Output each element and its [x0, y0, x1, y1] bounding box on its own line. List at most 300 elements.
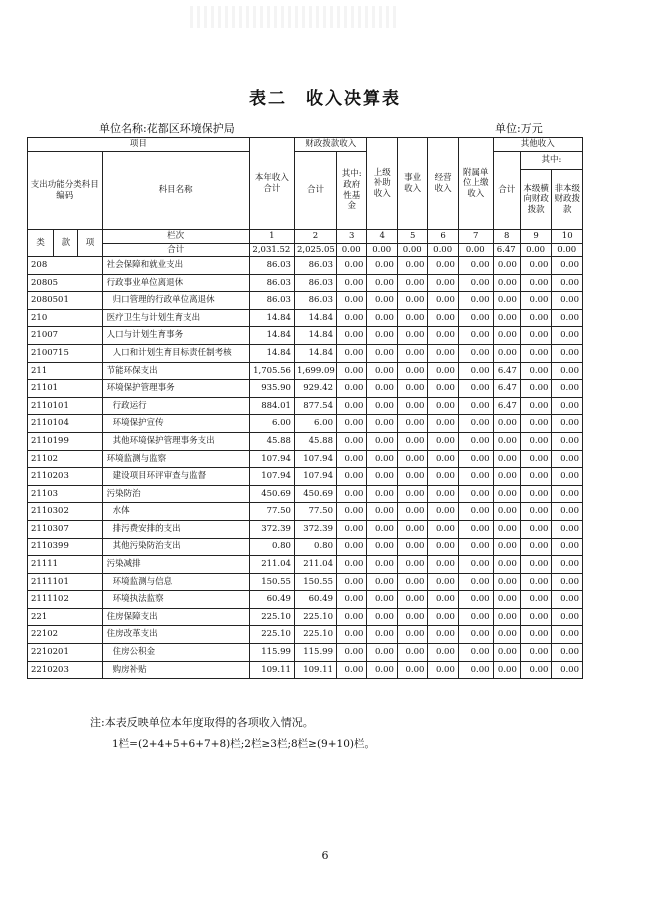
table-row [28, 468, 583, 486]
row-value: 107.94 [294, 450, 336, 468]
row-value: 0.00 [458, 591, 493, 609]
row-value: 0.00 [458, 644, 493, 662]
row-value: 0.00 [520, 274, 552, 292]
row-value: 0.00 [493, 556, 520, 574]
row-value: 0.00 [428, 661, 458, 679]
row-value: 0.00 [367, 644, 397, 662]
row-value: 0.00 [552, 292, 583, 310]
row-value: 0.00 [397, 344, 427, 362]
col-num: 10 [552, 230, 583, 244]
table-row [28, 644, 583, 662]
row-value: 0.00 [493, 644, 520, 662]
row-value: 0.00 [367, 380, 397, 398]
row-value: 0.00 [458, 468, 493, 486]
col-num: 8 [493, 230, 520, 244]
row-value: 0.00 [336, 397, 366, 415]
row-value: 0.00 [493, 661, 520, 679]
page-title: 表二 收入决算表 [249, 89, 401, 109]
table-row [28, 626, 583, 644]
row-value: 0.00 [397, 415, 427, 433]
row-value: 0.00 [336, 292, 366, 310]
row-value: 372.39 [294, 520, 336, 538]
row-value: 0.00 [520, 292, 552, 310]
row-value: 0.00 [397, 432, 427, 450]
row-value: 0.00 [520, 485, 552, 503]
note-line-2: 1栏=(2+4+5+6+7+8)栏;2栏≥3栏;8栏≥(9+10)栏。 [112, 738, 375, 750]
row-value: 0.00 [458, 380, 493, 398]
row-value: 107.94 [249, 468, 294, 486]
header-affiliated: 附属单位上缴收入 [458, 138, 493, 230]
row-value: 225.10 [294, 626, 336, 644]
row-code: 2210203 [28, 661, 103, 679]
row-value: 0.00 [367, 450, 397, 468]
row-value: 0.00 [493, 468, 520, 486]
row-value: 0.00 [428, 485, 458, 503]
row-value: 0.00 [367, 661, 397, 679]
header-col-label: 栏次 [102, 230, 249, 244]
row-value: 86.03 [294, 274, 336, 292]
row-value: 0.00 [397, 644, 427, 662]
header-other-nonfiscal: 非本级财政拨款 [552, 170, 583, 230]
row-value: 0.00 [428, 644, 458, 662]
row-name: 住房保障支出 [102, 608, 249, 626]
col-num: 7 [458, 230, 493, 244]
total-value: 0.00 [336, 244, 366, 257]
scan-smudge [190, 6, 400, 28]
row-name: 建设项目环评审查与监督 [102, 468, 249, 486]
row-value: 0.00 [458, 344, 493, 362]
row-value: 0.00 [428, 344, 458, 362]
row-value: 0.00 [428, 468, 458, 486]
header-xiang: 项 [78, 230, 102, 257]
row-value: 0.00 [552, 344, 583, 362]
row-name: 环境执法监察 [102, 591, 249, 609]
row-value: 150.55 [249, 573, 294, 591]
header-subject-name: 科目名称 [102, 152, 249, 230]
row-code: 2210201 [28, 644, 103, 662]
row-value: 0.00 [458, 274, 493, 292]
row-value: 0.00 [336, 573, 366, 591]
row-value: 0.00 [367, 344, 397, 362]
table-row [28, 661, 583, 679]
row-value: 0.00 [493, 608, 520, 626]
row-value: 107.94 [249, 450, 294, 468]
row-value: 0.00 [458, 520, 493, 538]
header-other-horizontal: 本级横向财政拨款 [520, 170, 552, 230]
row-value: 0.00 [493, 344, 520, 362]
row-code: 2110101 [28, 397, 103, 415]
row-value: 0.00 [520, 538, 552, 556]
row-code: 2110199 [28, 432, 103, 450]
row-value: 77.50 [294, 503, 336, 521]
row-value: 0.00 [552, 608, 583, 626]
table-row [28, 292, 583, 310]
row-value: 0.00 [336, 626, 366, 644]
header-other-total: 合计 [493, 152, 520, 230]
header-fiscal: 财政拨款收入 [294, 138, 367, 152]
row-value: 14.84 [294, 327, 336, 345]
row-name: 住房改革支出 [102, 626, 249, 644]
table-row [28, 380, 583, 398]
row-value: 0.00 [428, 309, 458, 327]
income-table [27, 137, 583, 679]
row-value: 0.00 [493, 538, 520, 556]
row-value: 14.84 [249, 344, 294, 362]
row-value: 0.00 [458, 327, 493, 345]
row-value: 0.80 [294, 538, 336, 556]
row-value: 0.00 [367, 257, 397, 275]
table-row [28, 432, 583, 450]
row-code: 2080501 [28, 292, 103, 310]
row-value: 0.00 [458, 661, 493, 679]
row-value: 0.00 [367, 397, 397, 415]
row-value: 0.00 [397, 591, 427, 609]
row-value: 14.84 [249, 327, 294, 345]
total-value: 0.00 [428, 244, 458, 257]
row-code: 22102 [28, 626, 103, 644]
row-value: 225.10 [249, 626, 294, 644]
row-value: 0.00 [493, 450, 520, 468]
row-name: 购房补贴 [102, 661, 249, 679]
row-value: 0.00 [520, 344, 552, 362]
row-code: 2100715 [28, 344, 103, 362]
row-value: 6.47 [493, 397, 520, 415]
row-value: 0.00 [520, 380, 552, 398]
table-row [28, 485, 583, 503]
row-value: 109.11 [294, 661, 336, 679]
total-value: 6.47 [493, 244, 520, 257]
table-row [28, 274, 583, 292]
row-code: 2111101 [28, 573, 103, 591]
row-value: 0.00 [552, 626, 583, 644]
row-value: 45.88 [294, 432, 336, 450]
row-value: 0.00 [367, 556, 397, 574]
row-value: 0.00 [552, 397, 583, 415]
row-name: 人口与计划生育事务 [102, 327, 249, 345]
table-row [28, 344, 583, 362]
row-code: 21103 [28, 485, 103, 503]
row-name: 环境保护宣传 [102, 415, 249, 433]
note-line-1: 注:本表反映单位本年度取得的各项收入情况。 [90, 716, 314, 729]
row-value: 0.00 [552, 257, 583, 275]
row-value: 0.00 [397, 503, 427, 521]
header-lei: 类 [28, 230, 54, 257]
row-value: 0.00 [493, 626, 520, 644]
row-value: 0.00 [367, 468, 397, 486]
total-value: 2,031.52 [249, 244, 294, 257]
total-value: 2,025.05 [294, 244, 336, 257]
row-value: 86.03 [249, 274, 294, 292]
row-value: 0.00 [520, 573, 552, 591]
table-row [28, 327, 583, 345]
row-value: 0.00 [520, 520, 552, 538]
row-name: 环境监测与信息 [102, 573, 249, 591]
row-value: 0.00 [367, 292, 397, 310]
header-project: 项目 [28, 138, 250, 152]
row-value: 0.00 [493, 292, 520, 310]
row-value: 0.00 [367, 415, 397, 433]
row-value: 6.47 [493, 362, 520, 380]
row-code: 2110302 [28, 503, 103, 521]
row-value: 0.00 [458, 362, 493, 380]
row-value: 0.00 [397, 468, 427, 486]
row-value: 0.00 [428, 556, 458, 574]
row-value: 0.00 [520, 397, 552, 415]
row-value: 0.00 [493, 520, 520, 538]
row-name: 其他环境保护管理事务支出 [102, 432, 249, 450]
row-value: 0.80 [249, 538, 294, 556]
table-row [28, 362, 583, 380]
row-value: 0.00 [336, 344, 366, 362]
row-value: 86.03 [249, 257, 294, 275]
header-other: 其他收入 [493, 138, 582, 152]
row-value: 0.00 [428, 274, 458, 292]
row-name: 其他污染防治支出 [102, 538, 249, 556]
table-row [28, 415, 583, 433]
row-value: 0.00 [397, 380, 427, 398]
row-value: 0.00 [367, 538, 397, 556]
row-value: 0.00 [336, 432, 366, 450]
row-value: 0.00 [458, 608, 493, 626]
row-value: 0.00 [552, 450, 583, 468]
header-total-income: 本年收入合计 [249, 138, 294, 230]
row-value: 0.00 [367, 503, 397, 521]
table-row [28, 450, 583, 468]
row-value: 0.00 [336, 415, 366, 433]
row-value: 0.00 [520, 327, 552, 345]
row-value: 0.00 [428, 573, 458, 591]
row-name: 污染防治 [102, 485, 249, 503]
row-value: 0.00 [367, 432, 397, 450]
row-value: 0.00 [428, 450, 458, 468]
row-value: 0.00 [493, 257, 520, 275]
header-fiscal-total: 合计 [294, 152, 336, 230]
unit-label: 单位:万元 [495, 122, 543, 135]
page-number: 6 [321, 849, 329, 862]
row-name: 行政事业单位离退休 [102, 274, 249, 292]
header-operating: 经营收入 [428, 138, 458, 230]
row-value: 0.00 [428, 415, 458, 433]
row-value: 0.00 [397, 292, 427, 310]
row-value: 86.03 [294, 257, 336, 275]
row-value: 14.84 [294, 309, 336, 327]
row-value: 0.00 [397, 485, 427, 503]
row-value: 0.00 [493, 415, 520, 433]
row-value: 0.00 [428, 397, 458, 415]
table-row [28, 573, 583, 591]
row-value: 109.11 [249, 661, 294, 679]
row-value: 0.00 [552, 274, 583, 292]
row-code: 2110307 [28, 520, 103, 538]
header-other-of-which: 其中: [520, 152, 582, 170]
row-value: 0.00 [367, 591, 397, 609]
row-value: 0.00 [397, 362, 427, 380]
row-value: 0.00 [552, 503, 583, 521]
row-value: 60.49 [249, 591, 294, 609]
row-value: 1,705.56 [249, 362, 294, 380]
row-value: 6.00 [294, 415, 336, 433]
row-value: 0.00 [336, 503, 366, 521]
table-row [28, 520, 583, 538]
row-value: 0.00 [493, 485, 520, 503]
row-value: 0.00 [336, 520, 366, 538]
row-value: 0.00 [428, 626, 458, 644]
row-value: 211.04 [294, 556, 336, 574]
row-name: 行政运行 [102, 397, 249, 415]
row-value: 0.00 [428, 257, 458, 275]
row-value: 0.00 [520, 415, 552, 433]
row-value: 0.00 [520, 257, 552, 275]
row-value: 450.69 [249, 485, 294, 503]
row-value: 0.00 [552, 309, 583, 327]
table-row [28, 309, 583, 327]
row-value: 77.50 [249, 503, 294, 521]
row-value: 60.49 [294, 591, 336, 609]
row-value: 0.00 [428, 292, 458, 310]
row-code: 221 [28, 608, 103, 626]
row-value: 0.00 [552, 573, 583, 591]
row-value: 0.00 [458, 485, 493, 503]
row-value: 0.00 [367, 327, 397, 345]
row-value: 0.00 [336, 538, 366, 556]
row-value: 14.84 [249, 309, 294, 327]
row-value: 0.00 [367, 309, 397, 327]
header-superior: 上级补助收入 [367, 138, 397, 230]
row-name: 住房公积金 [102, 644, 249, 662]
row-name: 人口和计划生育目标责任制考核 [102, 344, 249, 362]
row-value: 0.00 [336, 309, 366, 327]
row-value: 0.00 [520, 362, 552, 380]
row-value: 0.00 [428, 520, 458, 538]
row-value: 0.00 [367, 573, 397, 591]
row-value: 0.00 [367, 274, 397, 292]
row-value: 225.10 [294, 608, 336, 626]
col-num: 1 [249, 230, 294, 244]
row-value: 0.00 [552, 538, 583, 556]
total-value: 0.00 [552, 244, 583, 257]
row-value: 0.00 [367, 520, 397, 538]
row-value: 115.99 [294, 644, 336, 662]
row-value: 450.69 [294, 485, 336, 503]
row-value: 0.00 [520, 661, 552, 679]
row-value: 0.00 [552, 520, 583, 538]
row-value: 0.00 [397, 309, 427, 327]
row-value: 1,699.09 [294, 362, 336, 380]
row-value: 0.00 [493, 503, 520, 521]
row-value: 0.00 [520, 626, 552, 644]
table-row [28, 257, 583, 275]
row-value: 0.00 [458, 415, 493, 433]
row-value: 0.00 [458, 573, 493, 591]
total-value: 0.00 [458, 244, 493, 257]
row-value: 0.00 [428, 380, 458, 398]
row-code: 2110203 [28, 468, 103, 486]
row-value: 6.47 [493, 380, 520, 398]
row-value: 0.00 [520, 503, 552, 521]
row-value: 0.00 [458, 309, 493, 327]
row-value: 0.00 [397, 450, 427, 468]
row-value: 0.00 [367, 362, 397, 380]
row-code: 21111 [28, 556, 103, 574]
row-value: 0.00 [458, 538, 493, 556]
row-value: 45.88 [249, 432, 294, 450]
row-value: 0.00 [458, 292, 493, 310]
row-value: 0.00 [520, 450, 552, 468]
row-value: 86.03 [294, 292, 336, 310]
row-code: 21102 [28, 450, 103, 468]
row-value: 0.00 [336, 362, 366, 380]
table-row [28, 503, 583, 521]
row-value: 0.00 [336, 661, 366, 679]
row-value: 211.04 [249, 556, 294, 574]
row-value: 372.39 [249, 520, 294, 538]
row-code: 208 [28, 257, 103, 275]
row-value: 0.00 [397, 608, 427, 626]
row-value: 0.00 [520, 309, 552, 327]
row-value: 0.00 [336, 556, 366, 574]
row-value: 0.00 [397, 573, 427, 591]
table-row [28, 397, 583, 415]
row-value: 0.00 [367, 608, 397, 626]
row-value: 150.55 [294, 573, 336, 591]
row-value: 6.00 [249, 415, 294, 433]
row-code: 211 [28, 362, 103, 380]
row-value: 0.00 [552, 661, 583, 679]
row-code: 2110399 [28, 538, 103, 556]
row-value: 0.00 [520, 556, 552, 574]
row-value: 0.00 [520, 591, 552, 609]
row-value: 0.00 [458, 450, 493, 468]
row-value: 86.03 [249, 292, 294, 310]
row-value: 0.00 [397, 661, 427, 679]
row-value: 0.00 [367, 626, 397, 644]
row-value: 0.00 [397, 538, 427, 556]
row-value: 0.00 [336, 327, 366, 345]
col-num: 9 [520, 230, 552, 244]
row-value: 0.00 [552, 327, 583, 345]
row-name: 医疗卫生与计划生育支出 [102, 309, 249, 327]
header-kuan: 款 [54, 230, 78, 257]
row-code: 210 [28, 309, 103, 327]
col-num: 4 [367, 230, 397, 244]
total-value: 0.00 [397, 244, 427, 257]
total-value: 0.00 [367, 244, 397, 257]
unit-name: 单位名称:花都区环境保护局 [99, 122, 235, 135]
row-name: 节能环保支出 [102, 362, 249, 380]
row-value: 0.00 [336, 450, 366, 468]
row-code: 21101 [28, 380, 103, 398]
row-value: 0.00 [397, 556, 427, 574]
row-value: 0.00 [428, 608, 458, 626]
row-value: 115.99 [249, 644, 294, 662]
row-value: 0.00 [336, 608, 366, 626]
row-code: 21007 [28, 327, 103, 345]
row-value: 0.00 [493, 274, 520, 292]
row-value: 0.00 [552, 556, 583, 574]
col-num: 2 [294, 230, 336, 244]
row-name: 环境监测与监察 [102, 450, 249, 468]
row-value: 0.00 [520, 468, 552, 486]
row-code: 2110104 [28, 415, 103, 433]
row-value: 0.00 [336, 485, 366, 503]
row-value: 0.00 [458, 257, 493, 275]
row-value: 0.00 [397, 257, 427, 275]
row-value: 0.00 [367, 485, 397, 503]
row-value: 0.00 [458, 556, 493, 574]
row-value: 0.00 [397, 626, 427, 644]
row-value: 0.00 [458, 503, 493, 521]
row-value: 0.00 [397, 397, 427, 415]
